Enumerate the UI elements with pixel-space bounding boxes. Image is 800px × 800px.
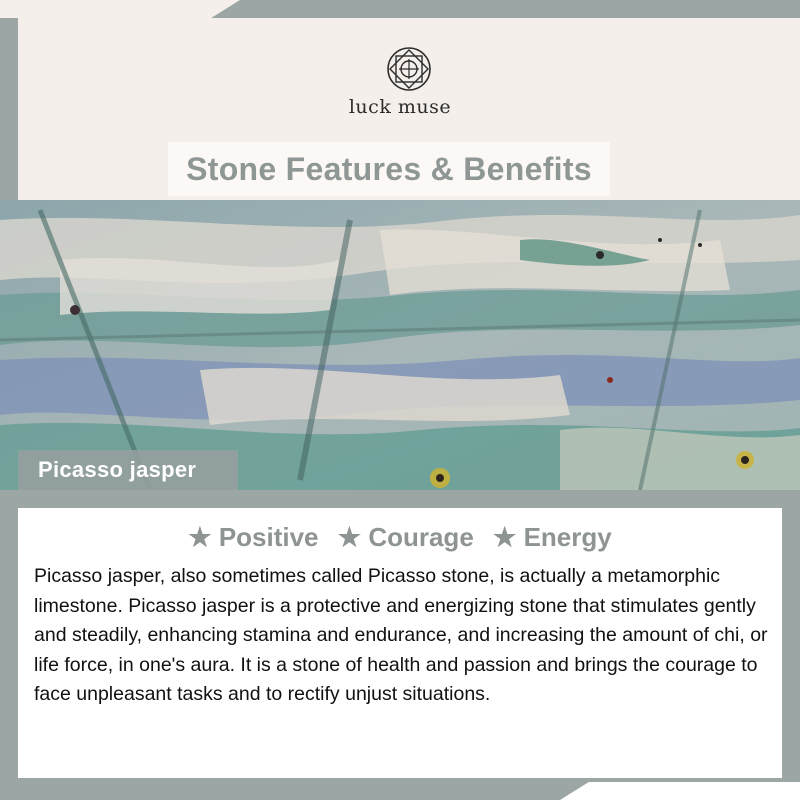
heading-box — [168, 142, 610, 196]
benefit-tag-energy: ★ Energy — [493, 522, 612, 552]
stone-photo — [0, 200, 800, 490]
benefit-tags — [0, 522, 800, 553]
picasso-jasper-texture — [0, 200, 800, 490]
stone-name: Picasso jasper — [38, 457, 197, 482]
benefit-tag-courage: ★ Courage — [337, 522, 474, 552]
benefit-tag-positive: ★ Positive — [188, 522, 319, 552]
geometric-circle-logo-icon — [386, 46, 432, 92]
frame-corner-bottom — [560, 782, 800, 800]
star-icon: ★ — [188, 522, 212, 552]
brand-name: luck muse — [348, 96, 452, 118]
stone-name-bar — [18, 450, 238, 490]
star-icon: ★ — [337, 522, 362, 552]
stone-description: Picasso jasper, also sometimes called Picasso stone, is actually a metamorphic limestone. Picasso jasper is a protective and energizing stone that stimulates gently and steadily, enhancing stamina and endurance, and increasing the amount of chi, or life force, in one's aura. It is a stone of health and passion and brings the courage to face unpleasant tasks and to rectify unjust situations. — [34, 565, 768, 705]
page-title: Stone Features & Benefits — [186, 150, 592, 187]
star-icon: ★ — [493, 522, 517, 552]
frame-corner-top — [0, 0, 240, 18]
